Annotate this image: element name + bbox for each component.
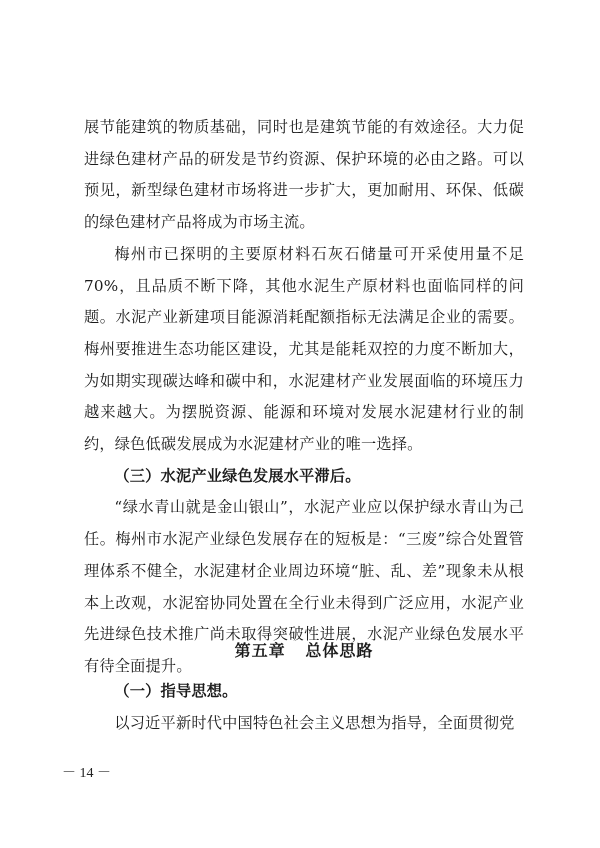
paragraph-raw-materials: 梅州市已探明的主要原材料石灰石储量可开采使用量不足70%，且品质不断下降，其他水泥生产原材料也面临同样的问题。水泥产业新建项目能源消耗配额指标无法满足企业的需要。梅州要推进生态功能区建设，尤其是能耗双控的力度不断加大，为如期实现碳达峰和碳中和，水泥建材产业发展面临的环境压力越来越大。为摆脱资源、能源和环境对发展水泥建材行业的制约，绿色低碳发展成为水泥建材产业的唯一选择。 xyxy=(84,244,524,454)
paragraph-guiding-thought: 以习近平新时代中国特色社会主义思想为指导，全面贯彻党 xyxy=(114,713,515,732)
chapter-title: 第五章 总体思路 xyxy=(234,641,374,660)
body-text-bottom xyxy=(84,676,524,739)
section-heading-1: （一）指导思想。 xyxy=(114,682,238,700)
section-heading-3: （三）水泥产业绿色发展水平滞后。 xyxy=(114,466,361,485)
page-number: － 14 － xyxy=(62,766,111,781)
paragraph-continued: 展节能建筑的物质基础，同时也是建筑节能的有效途径。大力促进绿色建材产品的研发是节约资源、保护环境的必由之路。可以预见，新型绿色建材市场将进一步扩大，更加耐用、环保、低碳的绿色建材产品将成为市场主流。 xyxy=(84,118,524,232)
body-text-top xyxy=(84,112,524,683)
paragraph-green-development: “绿水青山就是金山银山”，水泥产业应以保护绿水青山为己任。梅州市水泥产业绿色发展存在的短板是：“三废”综合处置管理体系不健全，水泥建材企业周边环境“脏、乱、差”现象未从根本上改观，水泥窑协同处置在全行业未得到广泛应用，水泥产业先进绿色技术推广尚未取得突破性进展，水泥产业绿色发展水平有待全面提升。 xyxy=(84,498,524,675)
